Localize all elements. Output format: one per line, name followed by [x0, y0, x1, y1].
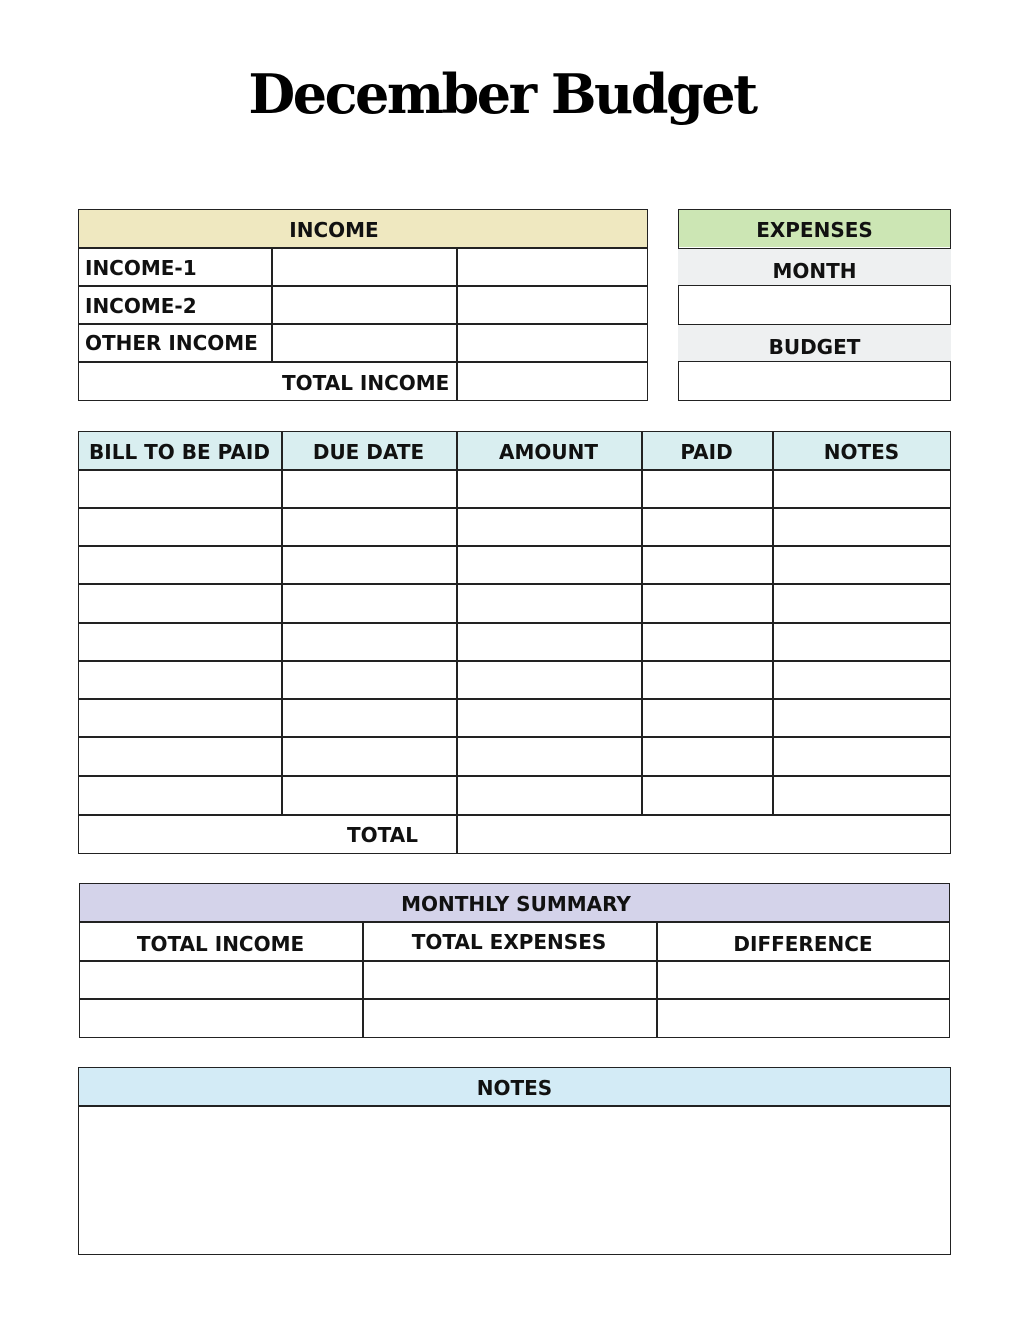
bill-cell[interactable] [774, 471, 951, 507]
bills-column-header: NOTES [823, 440, 900, 464]
bill-cell[interactable] [774, 662, 951, 698]
bill-cell[interactable] [80, 624, 281, 660]
notes-area[interactable] [80, 1107, 949, 1253]
summary-cell[interactable] [658, 962, 948, 998]
bill-cell[interactable] [458, 777, 641, 814]
income-2-value-cell[interactable] [273, 287, 456, 323]
bill-cell[interactable] [458, 624, 641, 660]
bill-cell[interactable] [80, 700, 281, 736]
bill-cell[interactable] [643, 662, 772, 698]
income-row-label: INCOME-1 [85, 256, 197, 280]
other-income-value-cell[interactable] [273, 325, 456, 361]
bill-cell[interactable] [283, 509, 456, 545]
bill-cell[interactable] [283, 662, 456, 698]
bills-total-label: TOTAL [347, 823, 418, 847]
bill-cell[interactable] [283, 471, 456, 507]
bill-cell[interactable] [643, 509, 772, 545]
bill-cell[interactable] [283, 547, 456, 583]
other-income-extra-cell[interactable] [458, 325, 646, 361]
bill-cell[interactable] [458, 471, 641, 507]
income-2-extra-cell[interactable] [458, 287, 646, 323]
bill-cell[interactable] [80, 547, 281, 583]
bill-cell[interactable] [643, 585, 772, 622]
bill-cell[interactable] [774, 547, 951, 583]
budget-label: BUDGET [768, 335, 861, 359]
summary-cell[interactable] [658, 1000, 948, 1036]
bill-cell[interactable] [774, 624, 951, 660]
income-row-label: OTHER INCOME [85, 331, 258, 355]
income-row-label: INCOME-2 [85, 294, 197, 318]
page-title: December Budget [248, 62, 756, 126]
bill-cell[interactable] [283, 700, 456, 736]
bill-cell[interactable] [80, 509, 281, 545]
summary-cell[interactable] [81, 1000, 362, 1036]
bill-cell[interactable] [643, 471, 772, 507]
bill-cell[interactable] [283, 738, 456, 775]
bill-cell[interactable] [283, 585, 456, 622]
bill-cell[interactable] [80, 662, 281, 698]
summary-column-header: TOTAL EXPENSES [411, 929, 607, 954]
bills-column-header: BILL TO BE PAID [89, 440, 270, 464]
summary-header: MONTHLY SUMMARY [401, 892, 631, 916]
bill-cell[interactable] [774, 585, 951, 622]
bill-cell[interactable] [80, 585, 281, 622]
bill-cell[interactable] [643, 738, 772, 775]
month-input-box[interactable] [678, 285, 951, 325]
total-income-value-cell[interactable] [458, 363, 646, 399]
expenses-header: EXPENSES [756, 218, 873, 242]
notes-header: NOTES [476, 1076, 553, 1100]
summary-cell[interactable] [81, 962, 362, 998]
bills-column-header: DUE DATE [312, 440, 425, 464]
total-income-label: TOTAL INCOME [282, 371, 450, 395]
bill-cell[interactable] [774, 777, 951, 814]
income-1-value-cell[interactable] [273, 249, 456, 285]
bill-cell[interactable] [458, 662, 641, 698]
bill-cell[interactable] [774, 509, 951, 545]
bill-cell[interactable] [458, 509, 641, 545]
bill-cell[interactable] [80, 738, 281, 775]
summary-cell[interactable] [364, 1000, 656, 1036]
bill-cell[interactable] [458, 738, 641, 775]
bill-cell[interactable] [80, 471, 281, 507]
bill-cell[interactable] [458, 585, 641, 622]
month-label: MONTH [772, 259, 857, 283]
bill-cell[interactable] [774, 738, 951, 775]
summary-cell[interactable] [364, 962, 656, 998]
income-header: INCOME [289, 218, 379, 242]
budget-input-box[interactable] [678, 361, 951, 401]
summary-column-header: TOTAL INCOME [136, 931, 305, 956]
bills-column-header: PAID [680, 440, 733, 464]
summary-column-header: DIFFERENCE [733, 931, 873, 956]
bill-cell[interactable] [283, 624, 456, 660]
bill-cell[interactable] [643, 547, 772, 583]
bill-cell[interactable] [774, 700, 951, 736]
bill-cell[interactable] [458, 700, 641, 736]
bill-cell[interactable] [643, 700, 772, 736]
income-1-extra-cell[interactable] [458, 249, 646, 285]
bill-cell[interactable] [283, 777, 456, 814]
bills-column-header: AMOUNT [498, 440, 598, 464]
bill-cell[interactable] [643, 624, 772, 660]
bills-total-value-cell[interactable] [458, 816, 949, 852]
bill-cell[interactable] [643, 777, 772, 814]
bill-cell[interactable] [458, 547, 641, 583]
bill-cell[interactable] [80, 777, 281, 814]
